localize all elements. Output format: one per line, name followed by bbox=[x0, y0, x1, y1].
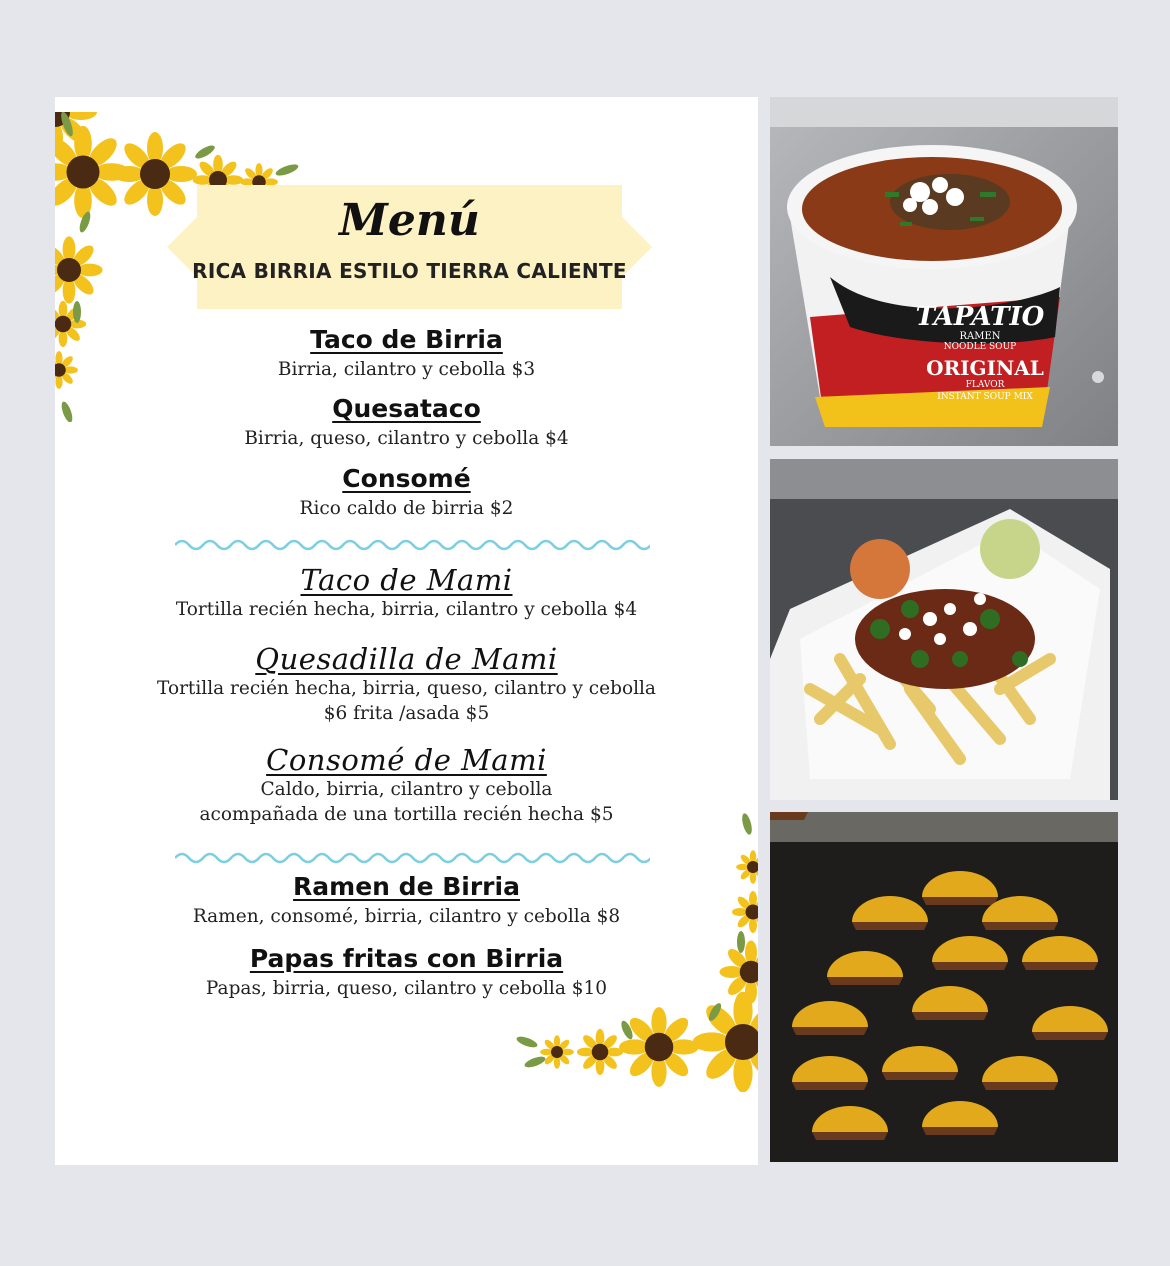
item-name: Consomé bbox=[342, 464, 471, 493]
menu-title: Menú bbox=[339, 195, 480, 246]
item-name: Taco de Mami bbox=[300, 563, 513, 597]
item-name: Quesataco bbox=[332, 394, 481, 423]
svg-text:NOODLE SOUP: NOODLE SOUP bbox=[943, 342, 1017, 352]
svg-text:INSTANT SOUP MIX: INSTANT SOUP MIX bbox=[937, 392, 1033, 402]
item-description: Papas, birria, queso, cilantro y cebolla $10 bbox=[205, 978, 608, 999]
item-name: Taco de Birria bbox=[310, 325, 503, 354]
item-name: Quesadilla de Mami bbox=[255, 642, 558, 676]
item-description: Caldo, birria, cilantro y cebolla bbox=[260, 779, 553, 800]
menu-item bbox=[55, 644, 758, 726]
item-description: Rico caldo de birria $2 bbox=[299, 498, 514, 519]
menu-item bbox=[55, 394, 758, 451]
item-name: Consomé de Mami bbox=[266, 743, 547, 777]
ramen-birria-photo bbox=[770, 97, 1118, 446]
menu-item bbox=[55, 565, 758, 622]
item-description-line2: acompañada de una tortilla recién hecha $5 bbox=[199, 804, 614, 825]
svg-text:RAMEN: RAMEN bbox=[959, 331, 1001, 342]
papas-fritas-photo bbox=[770, 459, 1118, 800]
item-description: Birria, queso, cilantro y cebolla $4 bbox=[244, 428, 569, 449]
menu-item bbox=[55, 325, 758, 382]
menu-subtitle: RICA BIRRIA ESTILO TIERRA CALIENTE bbox=[192, 259, 627, 283]
svg-text:TAPATIO: TAPATIO bbox=[915, 302, 1045, 332]
item-description: Tortilla recién hecha, birria, queso, cilantro y cebolla bbox=[157, 678, 656, 699]
item-description-line2: $6 frita /asada $5 bbox=[323, 703, 490, 724]
svg-text:ORIGINAL: ORIGINAL bbox=[926, 356, 1044, 380]
wave-divider bbox=[175, 538, 650, 552]
item-name: Papas fritas con Birria bbox=[249, 944, 564, 973]
item-description: Birria, cilantro y cebolla $3 bbox=[277, 359, 536, 380]
item-name: Ramen de Birria bbox=[293, 872, 520, 901]
menu-card bbox=[55, 97, 758, 1165]
quesatacos-griddle-photo bbox=[770, 812, 1118, 1162]
sunflower-decoration-bottom-right bbox=[515, 812, 758, 1092]
menu-banner bbox=[167, 185, 652, 309]
menu-item bbox=[55, 464, 758, 521]
svg-text:FLAVOR: FLAVOR bbox=[965, 380, 1005, 390]
item-description: Tortilla recién hecha, birria, cilantro y cebolla $4 bbox=[175, 599, 638, 620]
item-description: Ramen, consomé, birria, cilantro y cebolla $8 bbox=[192, 906, 621, 927]
